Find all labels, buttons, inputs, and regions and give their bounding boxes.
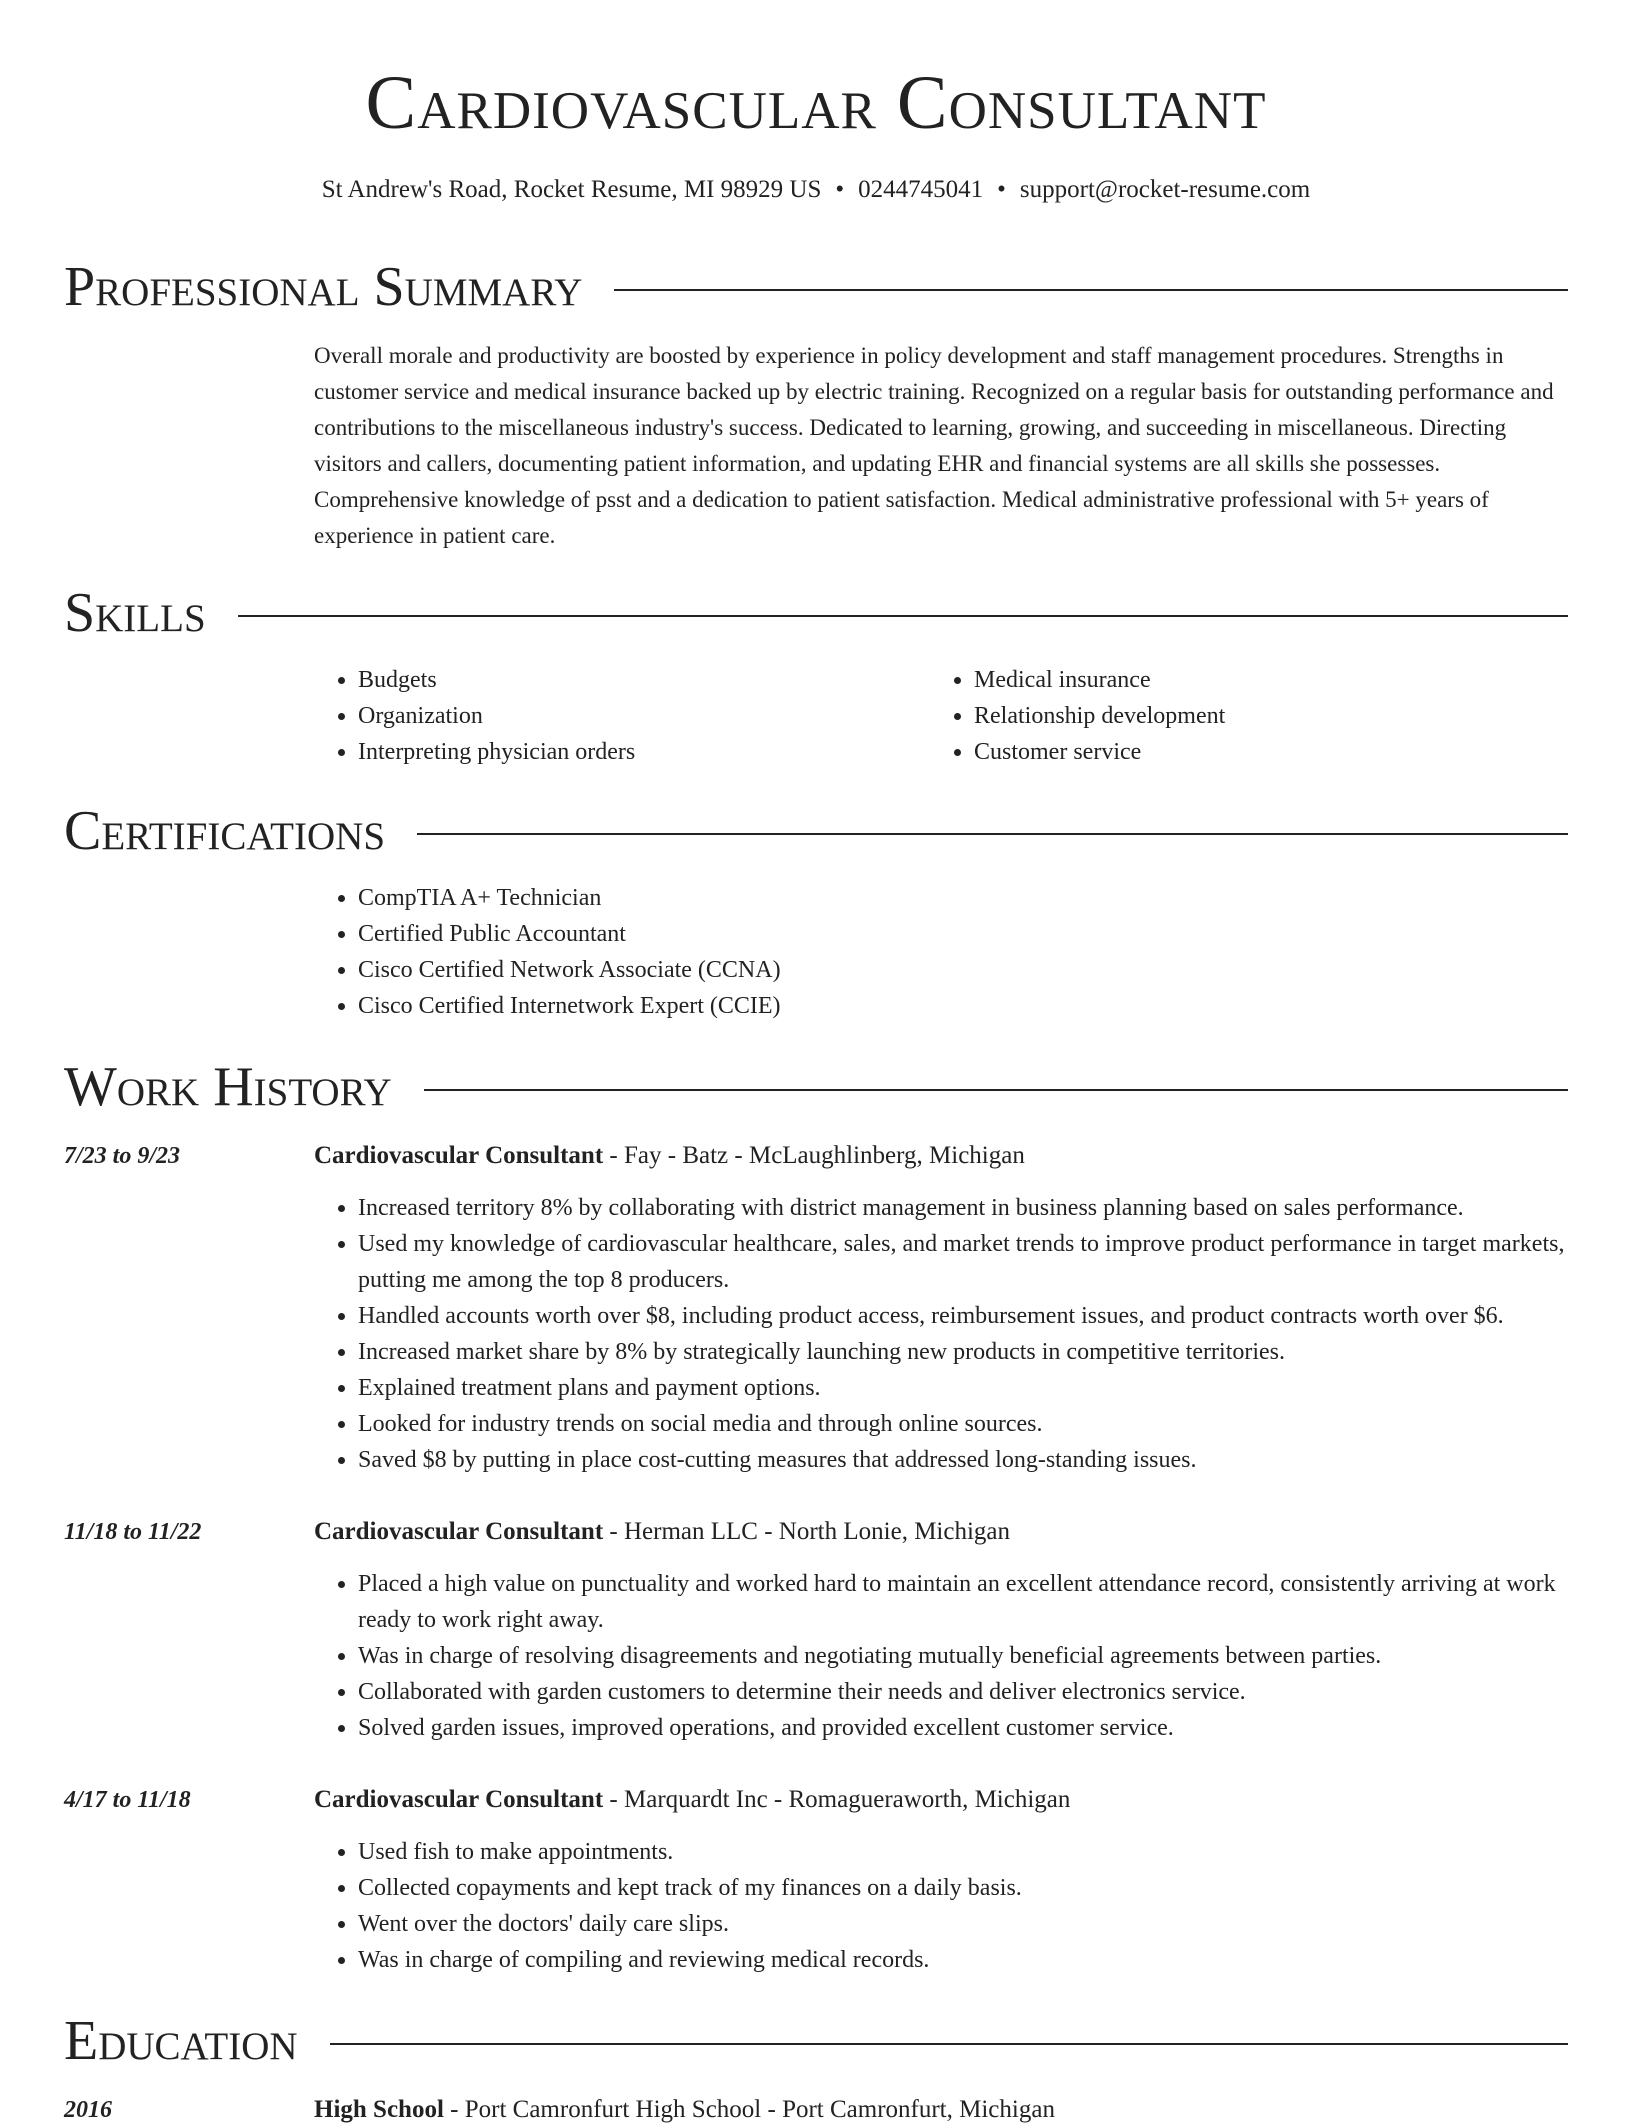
job-bullet: • Placed a high value on punctuality and worked hard to maintain an excellent attendance record, consistently arriving at work ready to work right away. [358, 1566, 1574, 1638]
certification-item: • Certified Public Accountant [358, 916, 1574, 952]
job-bullet: • Increased territory 8% by collaborating with district management in business planning based on sales performance. [358, 1190, 1574, 1226]
skills-right-column [930, 662, 1490, 770]
job-details [314, 1782, 1574, 1978]
education-date: 2016 [64, 2097, 112, 2123]
education-line [314, 2092, 1055, 2128]
skills-header [64, 578, 1568, 648]
job-details [314, 1514, 1574, 1746]
education-school: - Port Camronfurt High School - Port Camronfurt, Michigan [443, 2096, 1055, 2123]
job-bullet: • Solved garden issues, improved operations, and provided excellent customer service. [358, 1710, 1574, 1746]
certifications-title: Certifications [64, 800, 386, 862]
job-bullet: • Used my knowledge of cardiovascular healthcare, sales, and market trends to improve product performance in target markets, putting me among the top 8 producers. [358, 1226, 1574, 1298]
job-title-line [314, 1782, 1574, 1818]
job-company: - Herman LLC - North Lonie, Michigan [603, 1518, 1011, 1545]
certifications-header [64, 796, 1568, 866]
skill-item: • Organization [358, 698, 874, 734]
job-role: Cardiovascular Consultant [314, 1518, 604, 1545]
skill-item: • Customer service [974, 734, 1490, 770]
contact-phone: 0244745041 [858, 176, 984, 203]
job-bullet: • Collected copayments and kept track of my finances on a daily basis. [358, 1870, 1574, 1906]
education-degree: High School [314, 2096, 444, 2123]
summary-title: Professional Summary [64, 256, 583, 318]
work-history-header [64, 1052, 1568, 1122]
skill-item: • Interpreting physician orders [358, 734, 874, 770]
contact-line [0, 174, 1632, 206]
job-title-line [314, 1138, 1574, 1174]
resume-name: Cardiovascular Consultant [365, 61, 1267, 145]
skill-item: • Relationship development [974, 698, 1490, 734]
contact-separator: • [835, 176, 845, 203]
section-divider [424, 1089, 1568, 1091]
summary-header [64, 252, 1568, 322]
section-divider [238, 615, 1568, 617]
education-header [64, 2006, 1568, 2076]
job-role: Cardiovascular Consultant [314, 1142, 604, 1169]
skills-list [930, 662, 1490, 770]
skills-left-column [314, 662, 874, 770]
job-role: Cardiovascular Consultant [314, 1786, 604, 1813]
job-bullets [314, 1834, 1574, 1978]
contact-separator: • [997, 176, 1006, 203]
job-bullets [314, 1566, 1574, 1746]
job-bullet: • Used fish to make appointments. [358, 1834, 1574, 1870]
contact-address: St Andrew's Road, Rocket Resume, MI 98929 US [321, 176, 822, 203]
skill-item: • Budgets [358, 662, 874, 698]
job-company: - Fay - Batz - McLaughlinberg, Michigan [603, 1142, 1025, 1169]
job-bullet: • Explained treatment plans and payment options. [358, 1370, 1574, 1406]
education-title: Education [64, 2010, 298, 2072]
section-divider [614, 289, 1568, 291]
job-bullet: • Increased market share by 8% by strategically launching new products in competitive territories. [358, 1334, 1574, 1370]
job-bullet: • Looked for industry trends on social media and through online sources. [358, 1406, 1574, 1442]
job-bullet: • Handled accounts worth over $8, including product access, reimbursement issues, and product contracts worth over $6. [358, 1298, 1574, 1334]
work-history-title: Work History [64, 1056, 392, 1118]
job-bullet: • Saved $8 by putting in place cost-cutting measures that addressed long-standing issues. [358, 1442, 1574, 1478]
job-bullet: • Was in charge of compiling and reviewing medical records. [358, 1942, 1574, 1978]
job-details [314, 1138, 1574, 1478]
skills-list [314, 662, 874, 770]
skills-title: Skills [64, 582, 206, 644]
job-dates: 11/18 to 11/22 [64, 1519, 202, 1545]
job-dates: 4/17 to 11/18 [64, 1787, 191, 1813]
job-bullets [314, 1190, 1574, 1478]
job-dates: 7/23 to 9/23 [64, 1143, 181, 1169]
certification-item: • Cisco Certified Network Associate (CCNA) [358, 952, 1574, 988]
certifications-list [314, 880, 1574, 1024]
section-divider [330, 2043, 1568, 2045]
job-company: - Marquardt Inc - Romagueraworth, Michigan [603, 1786, 1071, 1813]
certification-item: • CompTIA A+ Technician [358, 880, 1574, 916]
job-bullet: • Went over the doctors' daily care slips. [358, 1906, 1574, 1942]
job-bullet: • Was in charge of resolving disagreements and negotiating mutually beneficial agreements between parties. [358, 1638, 1574, 1674]
job-title-line [314, 1514, 1574, 1550]
skill-item: • Medical insurance [974, 662, 1490, 698]
summary-text: Overall morale and productivity are boosted by experience in policy development and staff management procedures. Strengths in customer service and medical insurance backed up by electric training. Recognized on a regular basis for outstanding performance and contributions to the miscellaneous industry's success. Dedicated to learning, growing, and succeeding in miscellaneous. Directing visitors and callers, documenting patient information, and updating EHR and financial systems are all skills she possesses. Comprehensive knowledge of psst and a dedication to patient satisfaction. Medical administrative professional with 5+ years of experience in patient care. [314, 343, 1554, 548]
certifications-list-wrap [314, 880, 1574, 1024]
contact-email[interactable]: support@rocket-resume.com [1019, 176, 1311, 203]
certification-item: • Cisco Certified Internetwork Expert (CCIE) [358, 988, 1574, 1024]
job-bullet: • Collaborated with garden customers to determine their needs and deliver electronics service. [358, 1674, 1574, 1710]
section-divider [417, 833, 1568, 835]
